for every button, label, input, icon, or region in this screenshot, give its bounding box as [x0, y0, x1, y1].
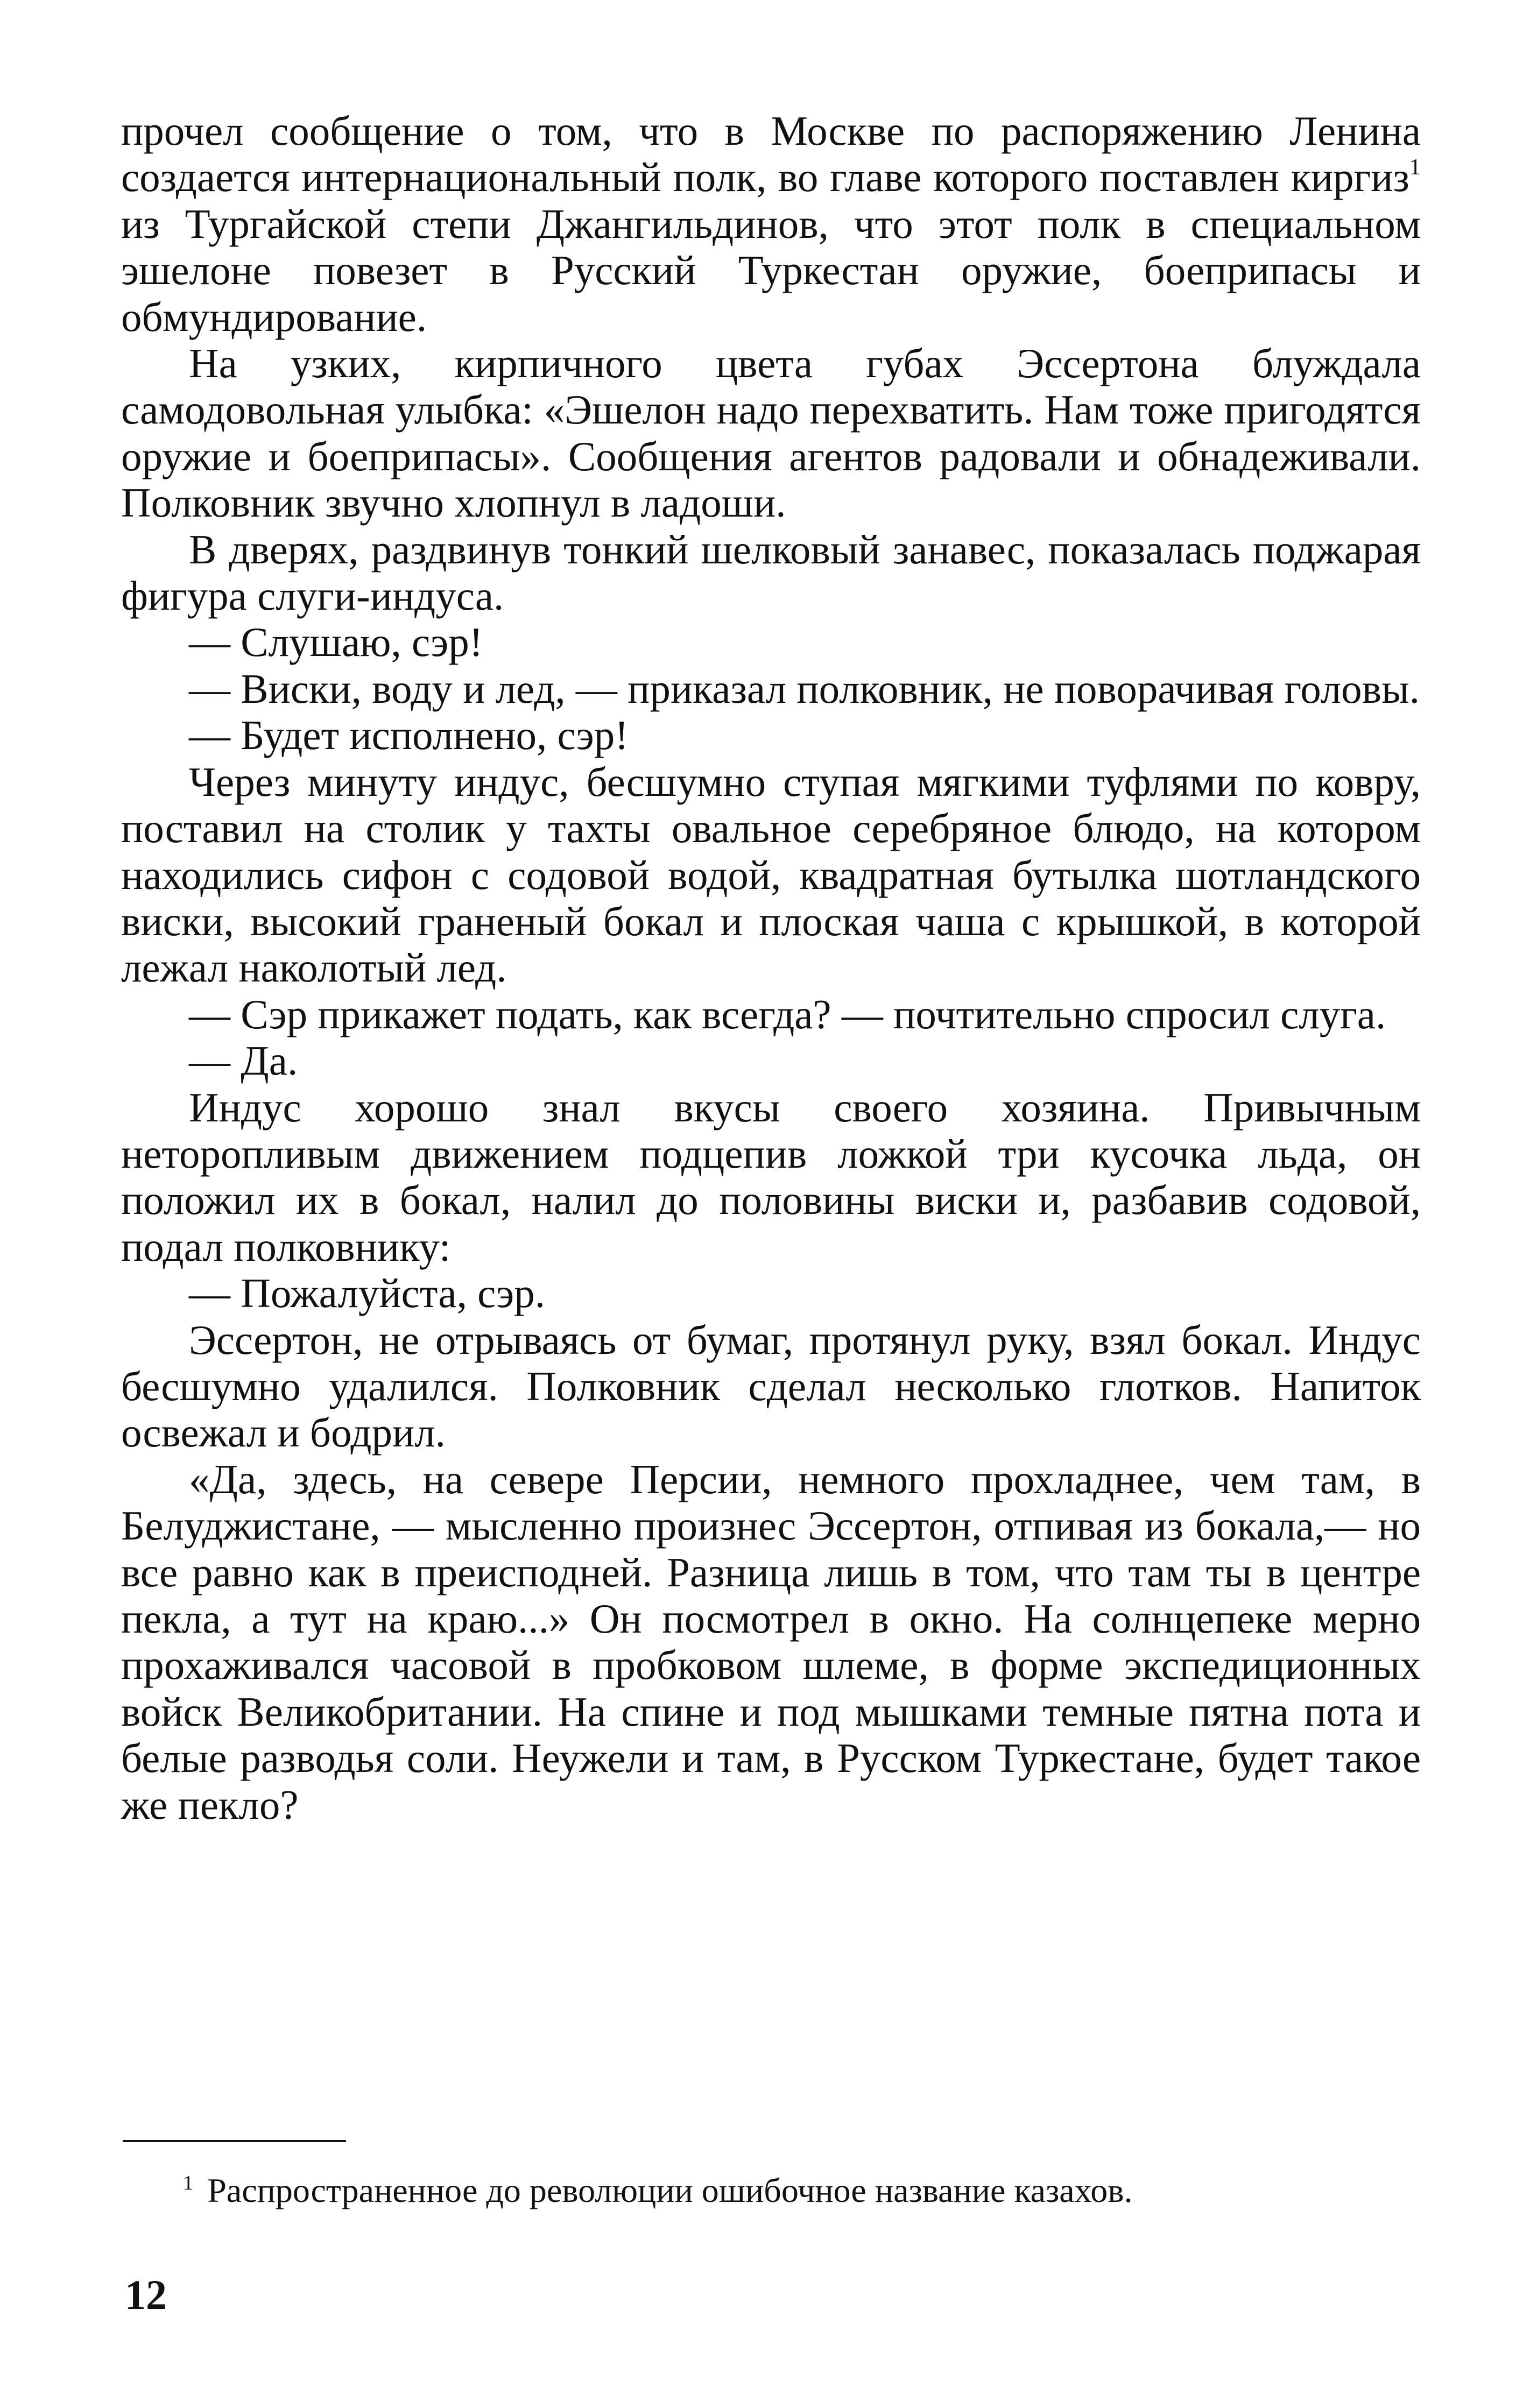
dialogue-line-3: — Будет исполнено, сэр! [189, 712, 629, 759]
paragraph-13: «Да, здесь, на севере Персии, немного прохладнее, чем там, в Белуджистане, — мысленно произнес Эссертон, отпивая из бокала,— но все равно как в преисподней. Разница лишь в том, что там ты в центре пекла, а тут на краю...» Он посмотрел в окно. На солнцепеке мерно прохаживался часовой в пробковом шлеме, в форме экспедиционных войск Великобритании. На спине и под мышками темные пятна пота и белые разводья соли. Неужели и там, в Русском Туркестане, будет такое же пекло? [121, 1456, 1421, 1828]
footnote [183, 2170, 1421, 2216]
page-number: 12 [125, 2271, 167, 2318]
dialogue-line-2: — Виски, воду и лед, — приказал полковник, не поворачивая головы. [189, 665, 1420, 712]
footnote-divider [123, 2140, 346, 2142]
dialogue-line-5: — Да. [189, 1037, 298, 1084]
paragraph-7: Через минуту индус, бесшумно ступая мягкими туфлями по ковру, поставил на столик у тахты овальное серебряное блюдо, на котором находились сифон с содовой водой, квадратная бутылка шотландского виски, высокий граненый бокал и плоская чаша с крышкой, в которой лежал наколотый лед. [121, 758, 1421, 991]
paragraph-1: прочел сообщение о том, что в Москве по распоряжению Ленина создается интернациональный полк, во главе которого поставлен киргиз$^1$ из Тургайской степи Джангильдинов, что этот полк в специальном эшелоне повезет в Русский Туркестан оружие, боеприпасы и обмундирование. [121, 108, 1421, 340]
footnote-text: Распространенное до революции ошибочное название казахов. [207, 2171, 1133, 2209]
dialogue-line-6: — Пожалуйста, сэр. [189, 1270, 545, 1317]
paragraph-10: Индус хорошо знал вкусы своего хозяина. Привычным неторопливым движением подцепив ложкой три кусочка льда, он положил их в бокал, налил до половины виски и, разбавив содовой, подал полковнику: [121, 1084, 1421, 1270]
footnote-reference: 1 [1409, 154, 1421, 180]
footnote-marker: 1 [183, 2171, 194, 2194]
dialogue-line-1: — Слушаю, сэр! [189, 619, 483, 666]
dialogue-line-4: — Сэр прикажет подать, как всегда? — почтительно спросил слуга. [189, 991, 1386, 1037]
main-text [121, 108, 1421, 1828]
paragraph-2: На узких, кирпичного цвета губах Эссертона блуждала самодовольная улыбка: «Эшелон надо перехватить. Нам тоже пригодятся оружие и боеприпасы». Сообщения агентов радовали и обнадеживали. Полковник звучно хлопнул в ладоши. [121, 340, 1421, 526]
paragraph-12: Эссертон, не отрываясь от бумаг, протянул руку, взял бокал. Индус бесшумно удалился. Полковник сделал несколько глотков. Напиток освежал и бодрил. [121, 1316, 1421, 1456]
paragraph-3: В дверях, раздвинув тонкий шелковый занавес, показалась поджарая фигура слуги-индуса. [121, 526, 1421, 619]
